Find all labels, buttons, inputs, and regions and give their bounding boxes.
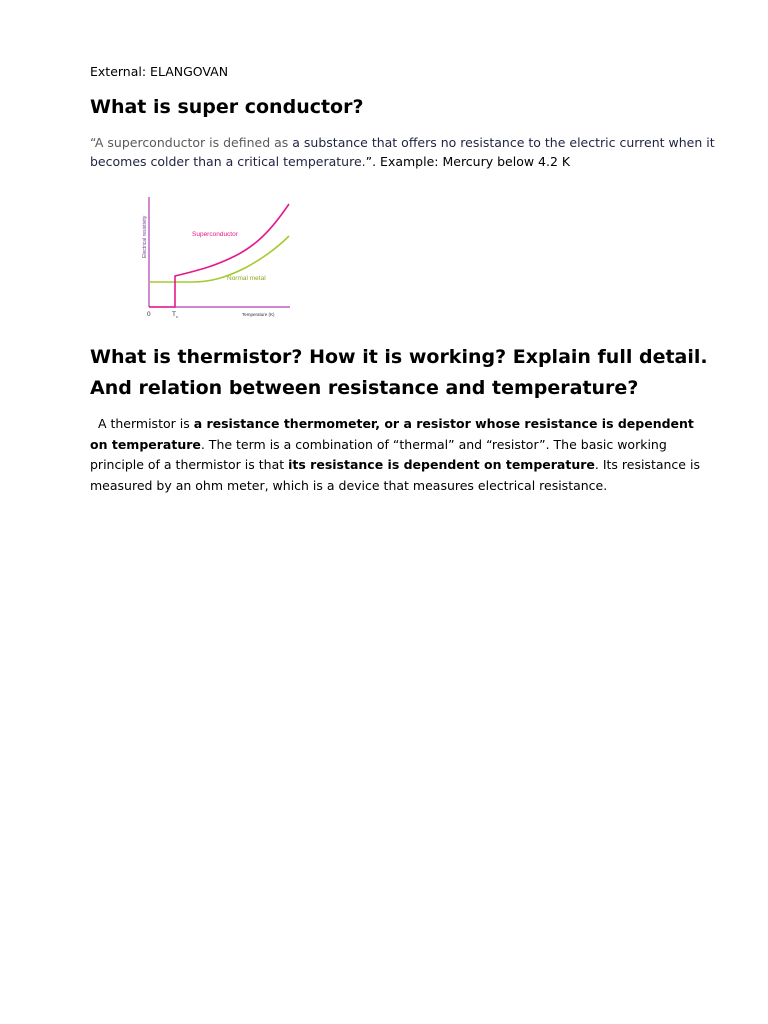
origin-label: 0 xyxy=(147,311,151,318)
thermistor-middle-text: . The term is a combination of “thermal” and “resistor”. The basic working principle of a thermistor is that xyxy=(90,436,667,472)
superconductor-definition xyxy=(90,133,715,171)
y-axis-label: Electrical resistivity xyxy=(142,215,148,258)
superconductivity-graph xyxy=(140,192,300,324)
normal-metal-curve xyxy=(149,236,289,282)
thermistor-paragraph xyxy=(90,414,715,496)
normal-metal-label: Normal metal xyxy=(227,275,266,282)
superconductor-label: Superconductor xyxy=(192,231,238,238)
thermistor-definition-bold: a resistance thermometer, or a resistor whose resistance is dependent on temperature xyxy=(90,416,694,452)
x-axis-label: Temperature (K) xyxy=(242,312,275,317)
thermistor-end-text: . Its resistance is measured by an ohm meter, which is a device that measures electrical resistance. xyxy=(90,457,700,493)
tc-label-sub: c xyxy=(175,314,178,319)
superconductor-curve xyxy=(149,204,289,307)
tc-label xyxy=(172,311,178,319)
definition-quote-open: “A superconductor is defined as xyxy=(90,135,293,150)
definition-quote-body: a substance that offers no resistance to the electric current when it becomes colder than a critical temperature. xyxy=(90,135,715,169)
thermistor-intro: A thermistor is xyxy=(90,416,194,431)
thermistor-principle-bold: its resistance is dependent on temperature xyxy=(288,457,595,472)
superconductor-heading: What is super conductor? xyxy=(90,96,364,118)
tc-label-main: T xyxy=(172,311,176,318)
thermistor-heading: What is thermistor? How it is working? Explain full detail. And relation between resistance and temperature? xyxy=(90,346,708,399)
definition-example: ”. Example: Mercury below 4.2 K xyxy=(365,154,571,169)
external-examiner-label: External: ELANGOVAN xyxy=(90,64,229,79)
